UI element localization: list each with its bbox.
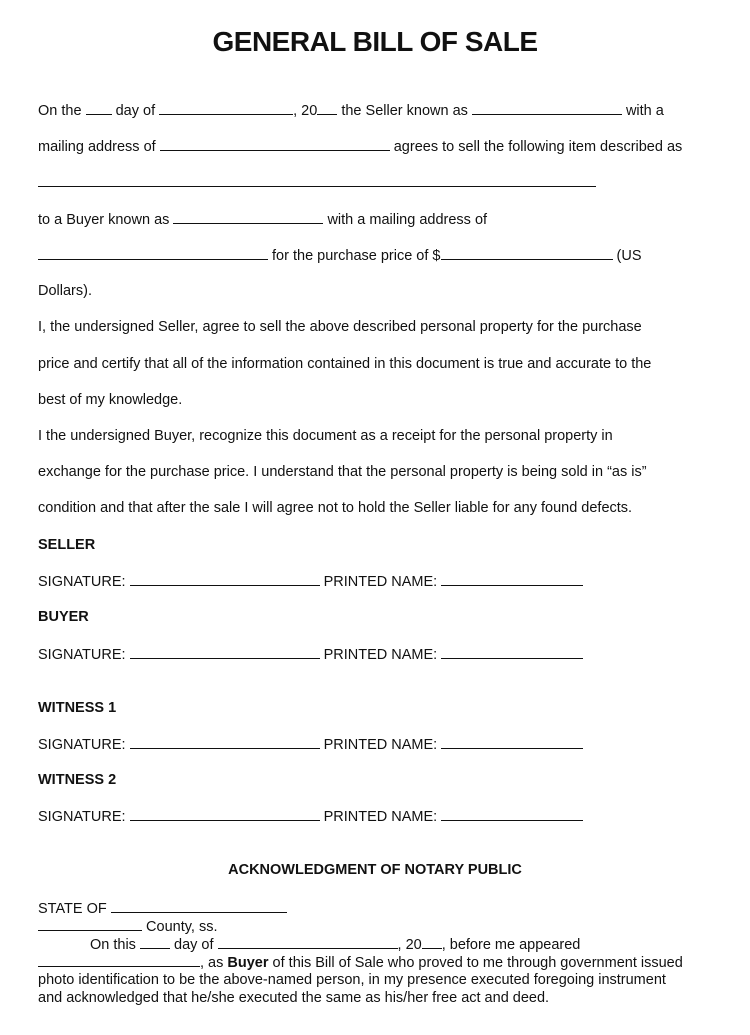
notary-name-blank[interactable] (38, 953, 200, 967)
on-the-text: On the (38, 103, 82, 119)
intro-line-2 (38, 137, 682, 156)
buyer-bold-text: Buyer (227, 955, 269, 971)
notary-heading: ACKNOWLEDGMENT OF NOTARY PUBLIC (228, 862, 522, 878)
county-blank[interactable] (38, 917, 142, 931)
intro-line-6 (38, 282, 92, 300)
state-of-text: STATE OF (38, 901, 107, 917)
printed-name-label: PRINTED NAME: (323, 647, 438, 663)
agrees-to-sell-text: agrees to sell the following item described as (393, 139, 683, 155)
of-this-bill-text: of this Bill of Sale who proved to me through government issued (272, 955, 683, 971)
as-text: , as (200, 955, 224, 971)
notary-day-blank[interactable] (140, 935, 170, 949)
buyer-statement-line-1: I the undersigned Buyer, recognize this document as a receipt for the personal property in (38, 428, 613, 444)
notary-year-blank[interactable] (422, 935, 442, 949)
on-this-text: On this (90, 937, 136, 953)
item-description-blank[interactable] (38, 173, 596, 187)
signature-label: SIGNATURE: (38, 737, 126, 753)
with-a-text: with a (625, 103, 664, 119)
notary-date-row (90, 935, 580, 954)
buyer-name-blank[interactable] (173, 210, 323, 224)
buyer-signature-row (38, 645, 583, 664)
witness2-signature-row (38, 807, 583, 826)
seller-name-blank[interactable] (472, 101, 622, 115)
seller-known-as-text: the Seller known as (341, 103, 468, 119)
county-text: County, ss. (146, 919, 218, 935)
printed-name-label: PRINTED NAME: (323, 809, 438, 825)
witness2-printed-name-blank[interactable] (441, 807, 583, 821)
seller-statement-line-3: best of my knowledge. (38, 392, 183, 408)
notary-state-row (38, 899, 287, 918)
notary-buyer-row (38, 953, 683, 972)
state-blank[interactable] (111, 899, 287, 913)
item-description-line (38, 173, 596, 192)
witness1-printed-name-blank[interactable] (441, 735, 583, 749)
signature-label: SIGNATURE: (38, 809, 126, 825)
notary-line-3: photo identification to be the above-named person, in my presence executed foregoing instrument (38, 972, 666, 988)
buyer-statement-line-2: exchange for the purchase price. I understand that the personal property is being sold in “as is” (38, 464, 647, 480)
buyer-known-as-text: to a Buyer known as (38, 212, 170, 228)
intro-line-4 (38, 210, 487, 229)
dollars-text: Dollars). (38, 283, 92, 299)
before-me-text: , before me appeared (441, 937, 581, 953)
document-title: GENERAL BILL OF SALE (212, 26, 538, 57)
notary-year-prefix-text: , 20 (397, 937, 422, 953)
buyer-address-blank[interactable] (38, 246, 268, 260)
seller-signature-blank[interactable] (130, 572, 320, 586)
us-text: (US (616, 248, 642, 264)
buyer-signature-blank[interactable] (130, 645, 320, 659)
seller-signature-row (38, 572, 583, 591)
seller-statement-line-2: price and certify that all of the information contained in this document is true and accurate to the (38, 356, 652, 372)
notary-month-blank[interactable] (218, 935, 398, 949)
price-blank[interactable] (441, 246, 613, 260)
buyer-heading: BUYER (38, 609, 89, 625)
notary-county-row (38, 917, 217, 936)
seller-statement-line-1: I, the undersigned Seller, agree to sell the above described personal property for the purchase (38, 319, 642, 335)
witness2-signature-blank[interactable] (130, 807, 320, 821)
day-blank[interactable] (86, 101, 112, 115)
witness2-heading: WITNESS 2 (38, 772, 117, 788)
buyer-printed-name-blank[interactable] (441, 645, 583, 659)
intro-line-5 (38, 246, 642, 265)
printed-name-label: PRINTED NAME: (323, 737, 438, 753)
intro-line-1 (38, 101, 664, 120)
purchase-price-text: for the purchase price of $ (272, 248, 441, 264)
signature-label: SIGNATURE: (38, 574, 126, 590)
day-of-text: day of (115, 103, 156, 119)
seller-address-blank[interactable] (160, 137, 390, 151)
seller-printed-name-blank[interactable] (441, 572, 583, 586)
mailing-address-text: mailing address of (38, 139, 156, 155)
notary-line-4: and acknowledged that he/she executed the same as his/her free act and deed. (38, 990, 550, 1006)
buyer-statement-line-3: condition and that after the sale I will agree not to hold the Seller liable for any found defects. (38, 500, 633, 516)
witness1-signature-blank[interactable] (130, 735, 320, 749)
witness1-signature-row (38, 735, 583, 754)
signature-label: SIGNATURE: (38, 647, 126, 663)
notary-day-of-text: day of (174, 937, 214, 953)
with-mailing-text: with a mailing address of (327, 212, 488, 228)
seller-heading: SELLER (38, 537, 96, 553)
printed-name-label: PRINTED NAME: (323, 574, 438, 590)
month-blank[interactable] (159, 101, 293, 115)
year-blank[interactable] (317, 101, 337, 115)
witness1-heading: WITNESS 1 (38, 700, 117, 716)
year-prefix-text: , 20 (293, 103, 318, 119)
